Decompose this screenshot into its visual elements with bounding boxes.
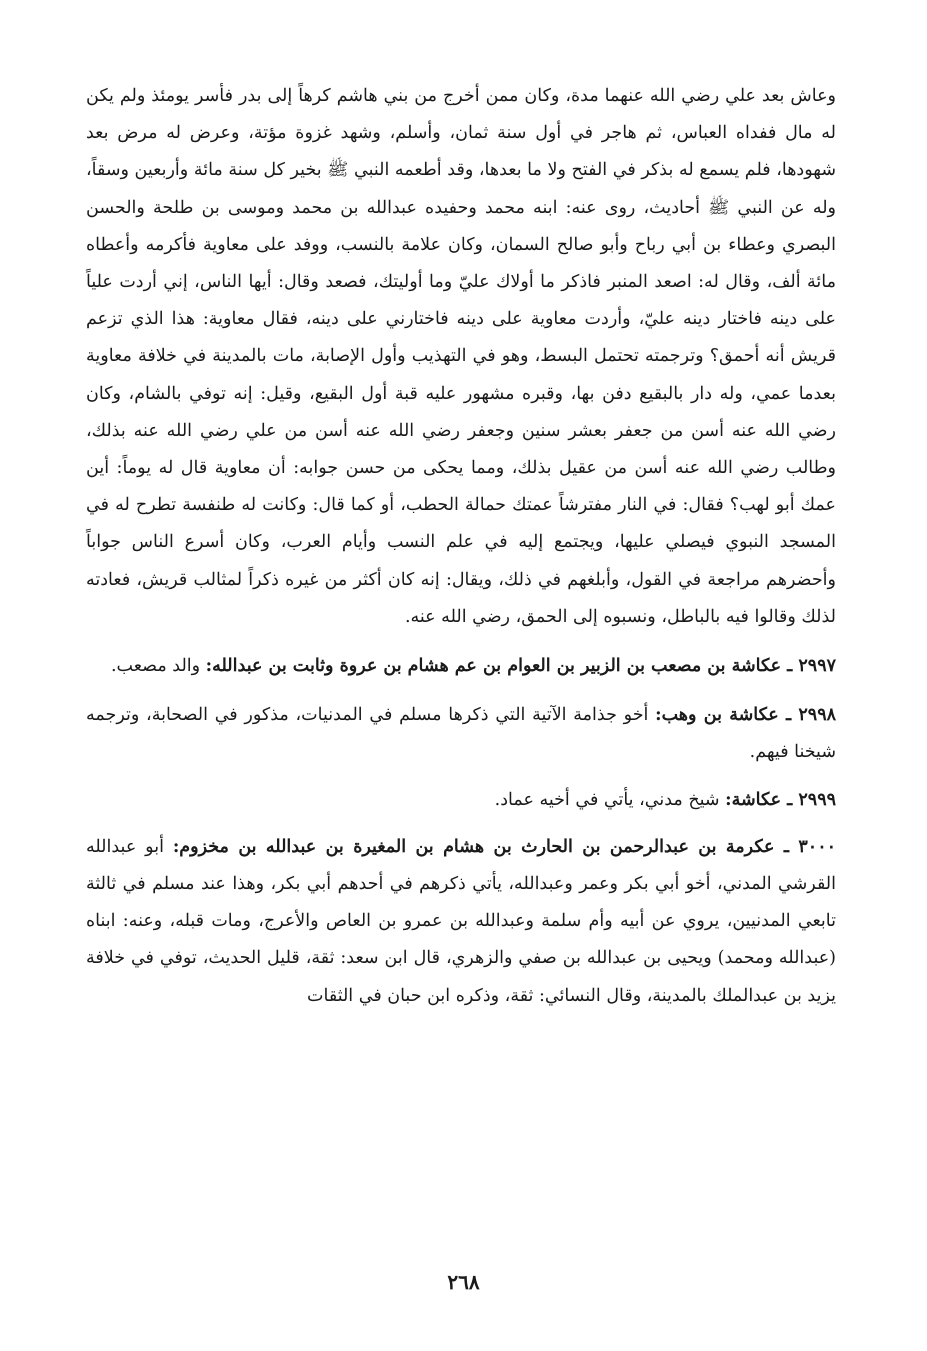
entry-2998 bbox=[86, 697, 836, 771]
page-number: ٢٦٨ bbox=[447, 1270, 480, 1294]
entry-heading: ٣٠٠٠ ـ عكرمة بن عبدالرحمن بن الحارث بن هشام بن المغيرة بن عبدالله بن مخزوم: bbox=[172, 836, 836, 857]
entry-3000 bbox=[86, 829, 836, 1015]
entry-2999 bbox=[86, 782, 836, 819]
entry-body: شيخ مدني، يأتي في أخيه عماد. bbox=[494, 789, 726, 810]
continuation-paragraph: وعاش بعد علي رضي الله عنهما مدة، وكان ممن أخرج من بني هاشم كرهاً إلى بدر فأسر يومئذ ولم يكن له مال ففداه العباس، ثم هاجر في أول سنة ثمان، وأسلم، وشهد غزوة مؤتة، وعرض له مرض بعد شهودها، فلم يسمع له بذكر في الفتح ولا ما بعدها، وقد أطعمه النبي ﷺ بخير كل سنة مائة وأربعين وسقاً، وله عن النبي ﷺ أحاديث، روى عنه: ابنه محمد وحفيده عبدالله بن محمد وموسى بن طلحة والحسن البصري وعطاء بن أبي رباح وأبو صالح السمان، وكان علامة بالنسب، ووفد على معاوية فأكرمه وأعطاه مائة ألف، وقال له: اصعد المنبر فاذكر ما أولاك عليّ وما أوليتك، فصعد وقال: أيها الناس، إني أردت علياً على دينه فاختار دينه عليّ، وأردت معاوية على دينه فاختارني على دينه، فقال معاوية: هذا الذي تزعم قريش أنه أحمق؟ وترجمته تحتمل البسط، وهو في التهذيب وأول الإصابة، مات بالمدينة في خلافة معاوية بعدما عمي، وله دار بالبقيع دفن بها، وقبره مشهور عليه قبة أول البقيع، وقيل: إنه توفي بالشام، وكان رضي الله عنه أسن من جعفر بعشر سنين وجعفر رضي الله عنه أسن من علي رضي الله عنه بذلك، وطالب رضي الله عنه أسن من عقيل بذلك، ومما يحكى من حسن جوابه: أن معاوية قال له يوماً: أين عمك أبو لهب؟ فقال: في النار مفترشاً عمتك حمالة الحطب، أو كما قال: وكانت له طنفسة تطرح له في المسجد النبوي فيصلي عليها، ويجتمع إليه في علم النسب وأيام العرب، وكان أسرع الناس جواباً وأحضرهم مراجعة في القول، وأبلغهم في ذلك، ويقال: إنه كان أكثر من غيره ذكراً لمثالب قريش، فعادته لذلك وقالوا فيه بالباطل، ونسبوه إلى الحمق، رضي الله عنه. bbox=[86, 86, 836, 627]
entry-heading: ٢٩٩٨ ـ عكاشة بن وهب: bbox=[655, 705, 836, 726]
entry-body: أبو عبدالله القرشي المدني، أخو أبي بكر وعمر وعبدالله، يأتي ذكرهم في أحدهم أبي بكر، وهذا عند مسلم في ثالثة تابعي المدنيين، يروي عن أبيه وأم سلمة وعبدالله بن عمرو بن العاص والأعرج، ومات قبله، وعنه: ابناه (عبدالله ومحمد) ويحيى بن عبدالله بن صفي والزهري، قال ابن سعد: ثقة، قليل الحديث، توفي في خلافة يزيد بن عبدالملك بالمدينة، وقال النسائي: ثقة، وذكره ابن حبان في الثقات bbox=[86, 836, 836, 1006]
entry-heading: ٢٩٩٩ ـ عكاشة: bbox=[725, 789, 836, 810]
entry-2997 bbox=[86, 648, 836, 685]
book-page-text bbox=[86, 78, 836, 1015]
entry-body: أخو جذامة الآتية التي ذكرها مسلم في المدنيات، مذكور في الصحابة، وترجمه شيخنا فيهم. bbox=[86, 705, 836, 763]
entry-heading: ٢٩٩٧ ـ عكاشة بن مصعب بن الزبير بن العوام بن عم هشام بن عروة وثابت بن عبدالله: bbox=[205, 656, 836, 677]
entry-body: والد مصعب. bbox=[110, 656, 206, 677]
